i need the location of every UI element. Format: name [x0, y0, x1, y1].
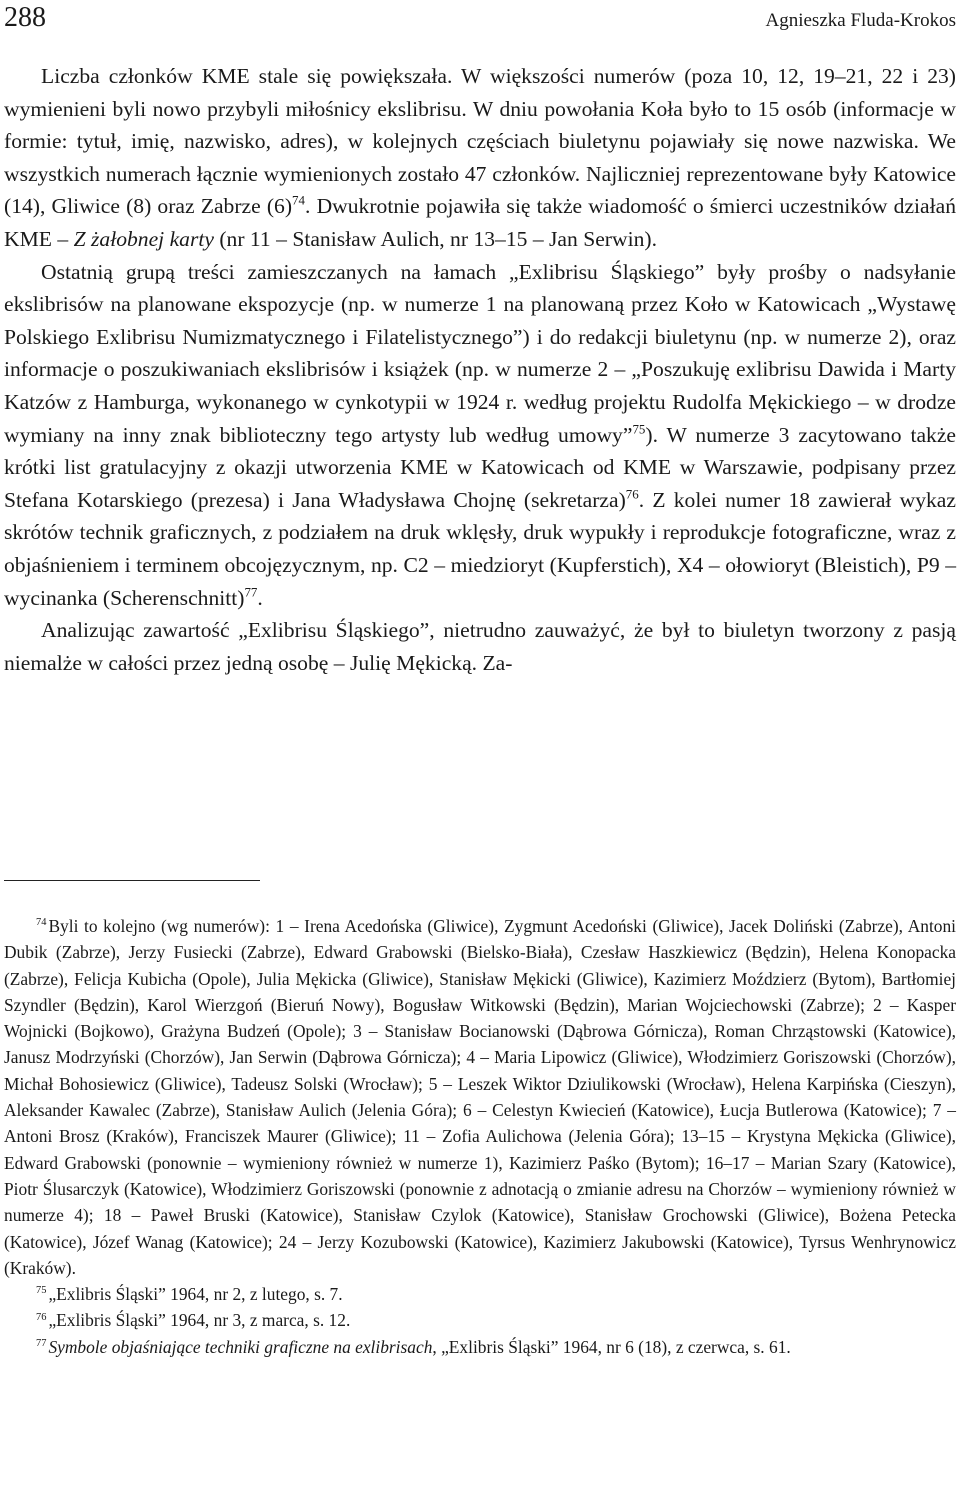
- paragraph-text: Analizując zawartość „Exlibrisu Śląskiego”, nietrudno zauważyć, że był to biuletyn tworzony z pasją niemalże w całości przez jedną osobę – Julię Mękicką. Za-: [4, 618, 956, 675]
- footnote-italic-title: Symbole objaśniające techniki graficzne na exlibrisach: [48, 1336, 433, 1357]
- paragraph-analysis: [4, 614, 956, 679]
- footnote-ref[interactable]: 75: [632, 421, 646, 437]
- footnote-number: 76: [36, 1311, 47, 1323]
- footnote-number: 74: [36, 917, 47, 929]
- paragraph-content-groups: [4, 256, 956, 615]
- paragraph-text: (nr 11 – Stanisław Aulich, nr 13–15 – Jan Serwin).: [213, 226, 657, 251]
- footnote-separator: [4, 880, 260, 881]
- paragraph-text: . Dwukrotnie pojawiła się także wiadomość o śmierci uczestników działań KME –: [4, 194, 956, 251]
- footnote-ref[interactable]: 76: [625, 486, 639, 502]
- body-text: [4, 60, 956, 679]
- footnote-75: [4, 1281, 956, 1307]
- footnote-text: , „Exlibris Śląski” 1964, nr 6 (18), z czerwca, s. 61.: [432, 1336, 791, 1357]
- footnote-number: 75: [36, 1285, 47, 1297]
- footnote-ref[interactable]: 77: [244, 584, 258, 600]
- footnote-76: [4, 1307, 956, 1333]
- footnote-74: [4, 913, 956, 1281]
- footnote-text: „Exlibris Śląski” 1964, nr 3, z marca, s. 12.: [48, 1310, 351, 1331]
- footnote-text: Byli to kolejno (wg numerów): 1 – Irena Acedońska (Gliwice), Zygmunt Acedoński (Gliwice), Jacek Doliński (Zabrze), Antoni Dubik (Zabrze), Jerzy Fusiecki (Zabrze), Edward Grabowski (Bielsko-Biała), Czesław Haszkiewicz (Będzin), Helena Konopacka (Zabrze), Felicja Kubicha (Opole), Julia Mękicka (Gliwice), Stanisław Mękicki (Gliwice), Kazimierz Moździerz (Bytom), Bartłomiej Szyndler (Będzin), Karol Wierzgoń (Bieruń Nowy), Bogusław Witkowski (Będzin), Marian Wojciechowski (Zabrze); 2 – Kasper Wojnicki (Bojkowo), Grażyna Budzeń (Opole); 3 – Stanisław Bocianowski (Dąbrowa Górnicza), Roman Chrząstowski (Katowice), Janusz Modrzyński (Chorzów), Jan Serwin (Dąbrowa Górnicza); 4 – Maria Lipowicz (Gliwice), Włodzimierz Goriszowski (Chorzów), Michał Bohosiewicz (Gliwice), Tadeusz Solski (Wrocław); 5 – Leszek Wiktor Dziulikowski (Wrocław), Helena Karpińska (Cieszyn), Aleksander Kawalec (Zabrze), Stanisław Aulich (Jelenia Góra); 6 – Celestyn Kwiecień (Katowice), Łucja Butlerowa (Katowice); 7 – Antoni Brosz (Kraków), Franciszek Maurer (Gliwice); 11 – Zofia Aulichowa (Jelenia Góra); 13–15 – Krystyna Mękicka (Gliwice), Edward Grabowski (ponownie – wymieniony również w numerze 1), Kazimierz Paśko (Bytom); 16–17 – Marian Szary (Katowice), Piotr Ślusarczyk (Katowice), Włodzimierz Goriszowski (ponownie z adnotacją o zmianie adresu na Chorzów – wymieniony również w numerze 4); 18 – Paweł Bruski (Katowice), Stanisław Czylok (Katowice), Stanisław Grochowski (Gliwice), Bożena Petecka (Katowice), Józef Wanag (Katowice); 24 – Jerzy Kozubowski (Katowice), Kazimierz Jakubowski (Katowice), Tyrsus Wenhrynowicz (Kraków).: [4, 916, 956, 1278]
- paragraph-text: Ostatnią grupą treści zamieszczanych na łamach „Exlibrisu Śląskiego” były prośby o nadsyłanie ekslibrisów na planowane ekspozycje (np. w numerze 1 na planowaną przez Koło w Katowicach „Wystawę Polskiego Exlibrisu Numizmatycznego i Filatelistycznego”) i do redakcji biuletynu (np. w numerze 2), oraz informacje o poszukiwaniach ekslibrisów i książek (np. w numerze 2 – „Poszukuję exlibrisu Dawida i Marty Katzów z Hamburga, wykonanego w cynkotypii w 1924 r. według projektu Rudolfa Mękickiego – w drodze wymiany na inny znak biblioteczny tego artysty lub według umowy”: [4, 259, 956, 447]
- italic-title: Z żałobnej karty: [73, 226, 214, 251]
- paragraph-text: ). W numerze 3 zacytowano także krótki list gratulacyjny z okazji utworzenia KME w Katowicach od KME w Warszawie, podpisany przez Stefana Kotarskiego (prezesa) i Jana Władysława Chojnę (sekretarza): [4, 422, 956, 512]
- footnote-77: [4, 1334, 956, 1360]
- footnote-text: „Exlibris Śląski” 1964, nr 2, z lutego, s. 7.: [48, 1284, 343, 1305]
- page-header: [4, 4, 956, 38]
- paragraph-text: . Z kolei numer 18 zawierał wykaz skrótów technik graficznych, z podziałem na druk wklęsły, druk wypukły i reprodukcje fotograficzne, wraz z objaśnieniem i terminem obcojęzycznym, np. C2 – miedzioryt (Kupferstich), X4 – ołowioryt (Bleistich), P9 – wycinanka (Scherenschnitt): [4, 487, 956, 610]
- paragraph-text: Liczba członków KME stale się powiększała. W większości numerów (poza 10, 12, 19–21, 22 i 23) wymienieni byli nowo przybyli miłośnicy ekslibrisu. W dniu powołania Koła było to 15 osób (informacje w formie: tytuł, imię, nazwisko, adres), w kolejnych częściach biuletynu pojawiały się nowe nazwiska. We wszystkich numerach łącznie wymienionych zostało 47 członków. Najliczniej reprezentowane były Katowice (14), Gliwice (8) oraz Zabrze (6): [4, 64, 956, 219]
- paragraph-members: [4, 60, 956, 256]
- page-number: 288: [4, 2, 46, 33]
- footnote-number: 77: [36, 1337, 47, 1349]
- footnote-ref[interactable]: 74: [292, 192, 305, 208]
- running-head-author: Agnieszka Fluda-Krokos: [765, 10, 956, 31]
- paragraph-text: .: [257, 585, 263, 610]
- footnotes: [4, 913, 956, 1360]
